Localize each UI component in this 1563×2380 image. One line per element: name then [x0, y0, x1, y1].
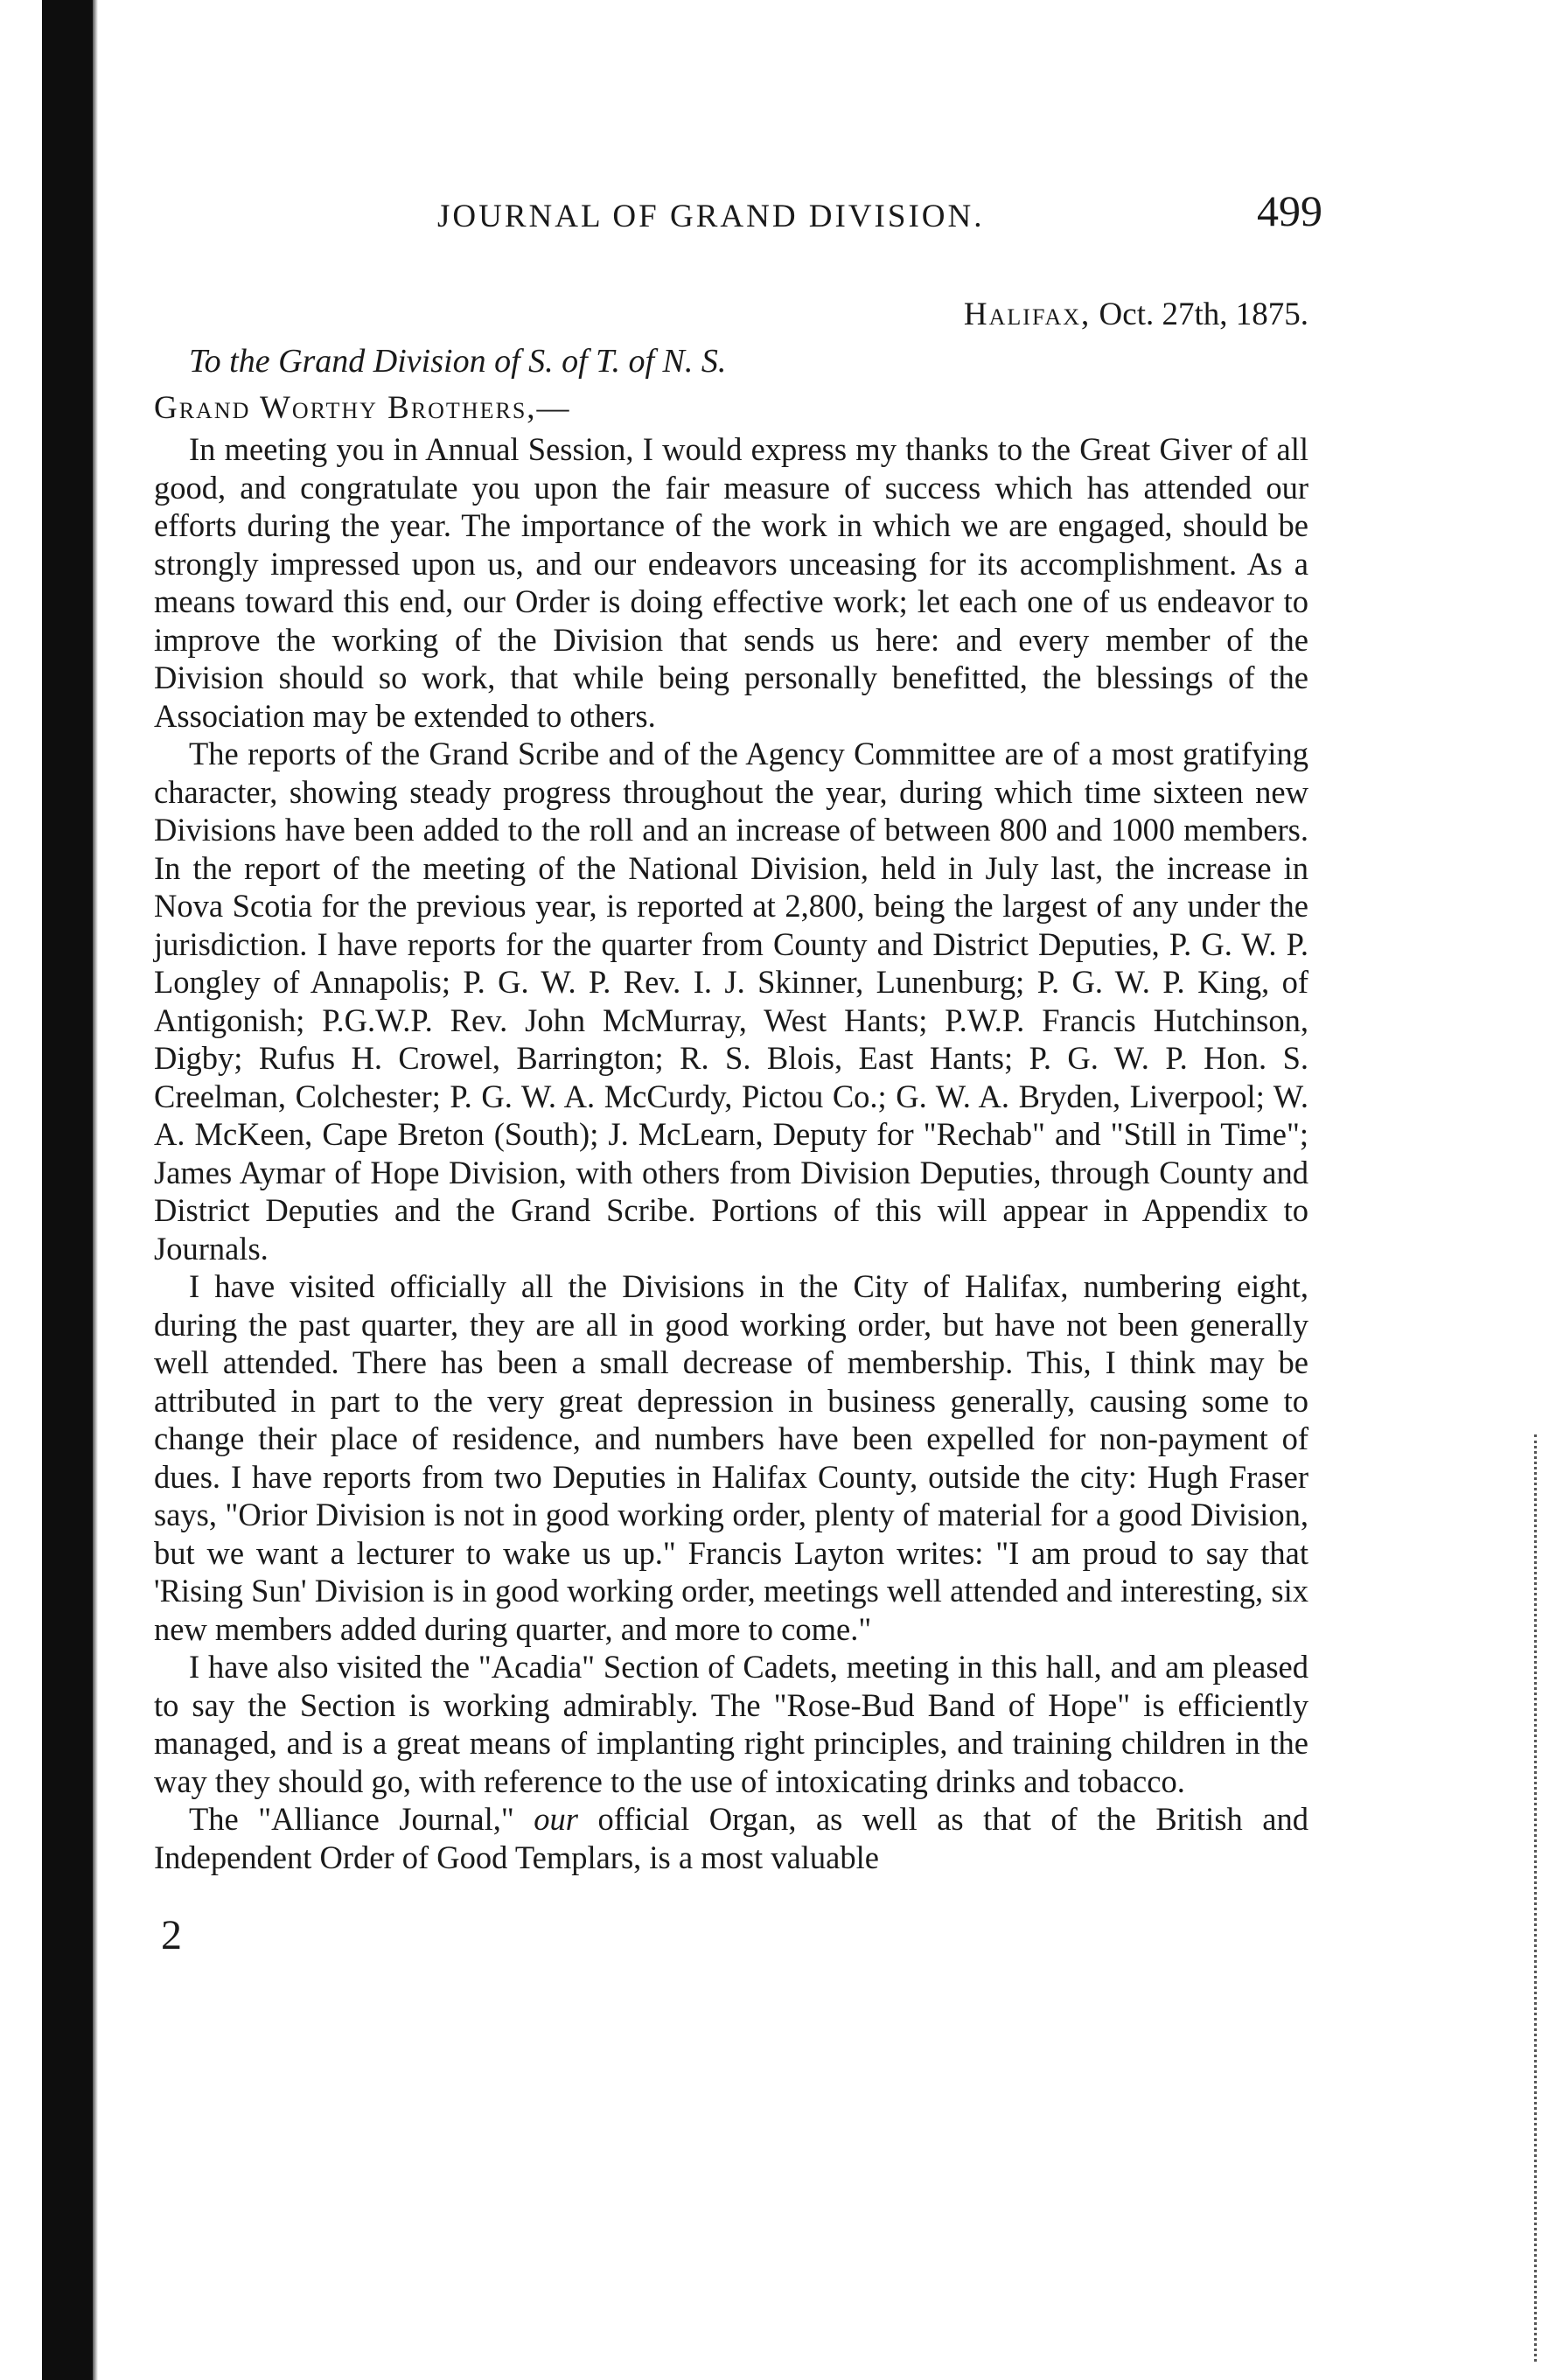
letter-salutation: Grand Worthy Brothers,— [154, 390, 571, 426]
paragraph-2: The reports of the Grand Scribe and of the Agency Committee are of a most gratifying character, showing steady progress throughout the year, during which time sixteen new Divisions have been added to the roll and an increase of between 800 and 1000 members. In the report of the meeting of the National Division, held in July last, the increase in Nova Scotia for the previous year, is reported at 2,800, being the largest of any under the jurisdiction. I have reports for the quarter from County and District Deputies, P. G. W. P. Longley of Annapolis; P. G. W. P. Rev. I. J. Skinner, Lunenburg; P. G. W. P. King, of Antigonish; P.G.W.P. Rev. John McMurray, West Hants; P.W.P. Francis Hutchinson, Digby; Rufus H. Crowel, Barrington; R. S. Blois, East Hants; P. G. W. P. Hon. S. Creelman, Colchester; P. G. W. A. McCurdy, Pictou Co.; G. W. A. Bryden, Liverpool; W. A. McKeen, Cape Breton (South); J. McLearn, Deputy for "Rechab" and "Still in Time"; James Aymar of Hope Division, with others from Division Deputies, through County and District Deputies and the Grand Scribe. Portions of this will appear in Appendix to Journals. [154, 736, 1308, 1267]
journal-page [154, 182, 1322, 1959]
book-binding-edge [42, 0, 93, 2380]
paragraph-4: I have also visited the "Acadia" Section of Cadets, meeting in this hall, and am pleased to say the Section is working admirably. The "Rose-Bud Band of Hope" is efficiently managed, and is a great means of implanting right principles, and training children in the way they should go, with reference to the use of intoxicating drinks and tobacco. [154, 1649, 1308, 1799]
dateline-place: Halifax, [963, 297, 1092, 332]
dateline [154, 296, 1308, 333]
dateline-date: Oct. 27th, 1875. [1099, 297, 1308, 332]
paragraph-5-start: The "Alliance Journal," [189, 1801, 534, 1837]
paragraph-5-italic: our [534, 1801, 579, 1837]
running-head-title: JOURNAL OF GRAND DIVISION. [437, 199, 985, 234]
paragraph-3: I have visited officially all the Divisions in the City of Halifax, numbering eight, during the past quarter, they are all in good working order, but have not been generally well attended. There has been a small decrease of membership. This, I think may be attributed in part to the very great depression in business generally, causing some to change their place of residence, and numbers have been expelled for non-payment of dues. I have reports from two Deputies in Halifax County, outside the city: Hugh Fraser says, "Orior Division is not in good working order, plenty of material for a good Division, but we want a lecturer to wake us up." Francis Layton writes: "I am proud to say that 'Rising Sun' Division is in good working order, meetings well attended and interesting, six new members added during quarter, and more to come." [154, 1268, 1308, 1647]
letter-address: To the Grand Division of S. of T. of N. S. [189, 343, 727, 380]
paragraph-5-end: official Organ, as well as that of the British and Independent Order of Good Templars, is a most valuable [154, 1801, 1308, 1875]
paragraph-1: In meeting you in Annual Session, I would express my thanks to the Great Giver of all good, and congratulate you upon the fair measure of success which has attended our efforts during the year. The importance of the work in which we are engaged, should be strongly impressed upon us, and our endeavors unceasing for its accomplishment. As a means toward this end, our Order is doing effective work; let each one of us endeavor to improve the working of the Division that sends us here: and every member of the Division should so work, that while being personally benefitted, the blessings of the Association may be extended to others. [154, 431, 1308, 734]
signature-mark: 2 [161, 1912, 182, 1958]
running-head [154, 182, 1322, 243]
paragraph-5 [154, 1800, 1308, 1876]
page-number: 499 [1257, 186, 1322, 235]
margin-ticks [1534, 1434, 1544, 2362]
